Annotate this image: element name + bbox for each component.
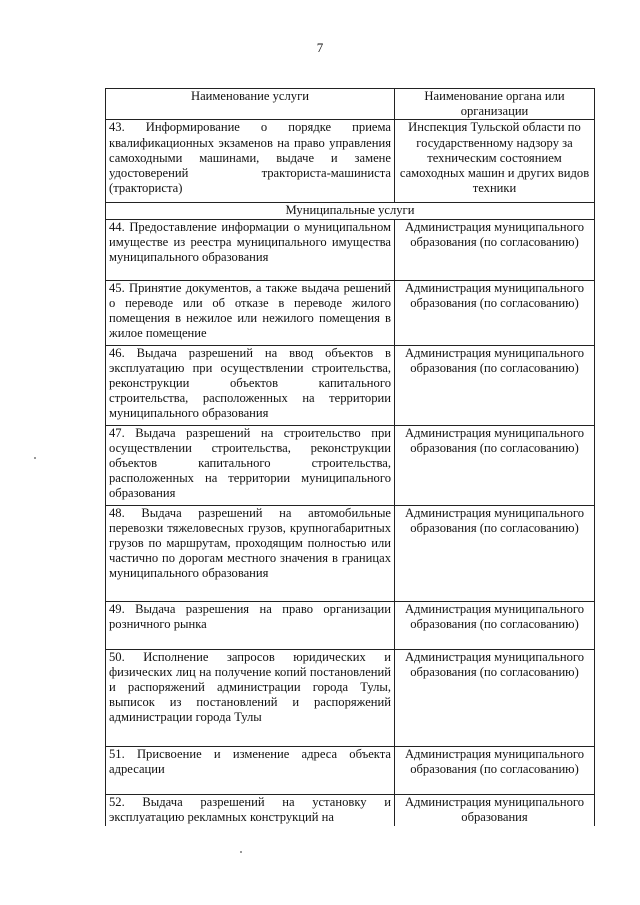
organization-cell: Администрация муниципального образования (по согласованию) bbox=[395, 425, 595, 505]
organization-cell: Администрация муниципального образования (по согласованию) bbox=[395, 601, 595, 649]
service-cell: 44. Предоставление информации о муниципальном имуществе из реестра муниципального имущества муниципального образования bbox=[106, 219, 395, 280]
organization-cell: Администрация муниципального образования (по согласованию) bbox=[395, 219, 595, 280]
header-organization-name: Наименование органа или организации bbox=[395, 89, 595, 120]
table-row bbox=[106, 345, 595, 425]
table-row bbox=[106, 505, 595, 601]
header-service-name: Наименование услуги bbox=[106, 89, 395, 120]
section-row bbox=[106, 203, 595, 219]
service-cell: 51. Присвоение и изменение адреса объекта адресации bbox=[106, 746, 395, 794]
organization-cell: Администрация муниципального образования bbox=[395, 794, 595, 826]
table-row bbox=[106, 746, 595, 794]
section-title: Муниципальные услуги bbox=[106, 203, 595, 219]
services-table bbox=[105, 88, 595, 826]
scan-speck bbox=[34, 457, 36, 459]
organization-cell: Администрация муниципального образования (по согласованию) bbox=[395, 649, 595, 746]
table-row bbox=[106, 649, 595, 746]
table-row bbox=[106, 280, 595, 345]
service-cell: 50. Исполнение запросов юридических и физических лиц на получение копий постановлений и распоряжений администрации города Тулы, выписок из постановлений и распоряжений администрации города Тулы bbox=[106, 649, 395, 746]
table-row bbox=[106, 120, 595, 203]
service-cell: 52. Выдача разрешений на установку и эксплуатацию рекламных конструкций на bbox=[106, 794, 395, 826]
organization-cell: Администрация муниципального образования (по согласованию) bbox=[395, 280, 595, 345]
service-cell: 48. Выдача разрешений на автомобильные перевозки тяжеловесных грузов, крупногабаритных грузов по маршрутам, проходящим полностью или частично по дорогам местного значения в границах муниципального образования bbox=[106, 505, 395, 601]
organization-cell: Администрация муниципального образования (по согласованию) bbox=[395, 345, 595, 425]
service-cell: 43. Информирование о порядке приема квалификационных экзаменов на право управления самоходными машинами, выдаче и замене удостоверений тракториста-машиниста (тракториста) bbox=[106, 120, 395, 203]
service-cell: 47. Выдача разрешений на строительство при осуществлении строительства, реконструкции объектов капитального строительства, расположенных на территории муниципального образования bbox=[106, 425, 395, 505]
table-row bbox=[106, 425, 595, 505]
table-row bbox=[106, 219, 595, 280]
table-row bbox=[106, 794, 595, 826]
service-cell: 45. Принятие документов, а также выдача решений о переводе или об отказе в переводе жилого помещения в нежилое или нежилого помещения в жилое помещение bbox=[106, 280, 395, 345]
table-header-row bbox=[106, 89, 595, 120]
organization-cell: Администрация муниципального образования (по согласованию) bbox=[395, 505, 595, 601]
service-cell: 46. Выдача разрешений на ввод объектов в эксплуатацию при осуществлении строительства, реконструкции объектов капитального строительства, расположенных на территории муниципального образования bbox=[106, 345, 395, 425]
page-number: 7 bbox=[316, 40, 324, 55]
table-row bbox=[106, 601, 595, 649]
organization-cell: Администрация муниципального образования (по согласованию) bbox=[395, 746, 595, 794]
scan-speck bbox=[240, 851, 242, 853]
organization-cell: Инспекция Тульской области по государственному надзору за техническим состоянием самоходных машин и других видов техники bbox=[395, 120, 595, 203]
service-cell: 49. Выдача разрешения на право организации розничного рынка bbox=[106, 601, 395, 649]
